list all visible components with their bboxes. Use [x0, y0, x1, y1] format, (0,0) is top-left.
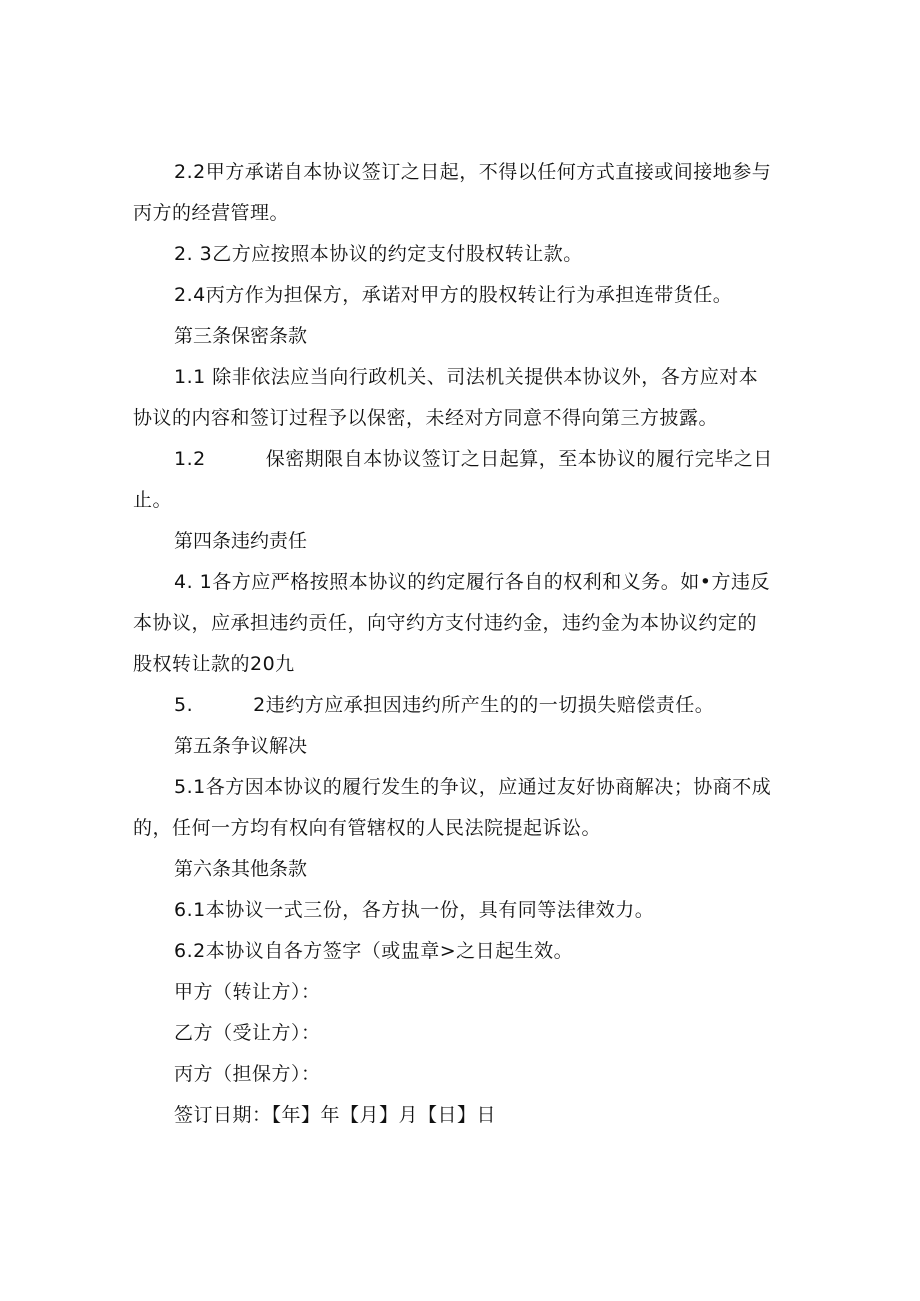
party-b-signature: 乙方（受让方）： — [174, 1022, 321, 1044]
clause-4-1-line-2: 本协议，应承担违约贡任，向守约方支付违约金，违约金为本协议约定的 — [133, 612, 758, 634]
article-6-heading: 第六条其他条款 — [174, 858, 308, 880]
document-body — [133, 152, 793, 1136]
clause-3-1-2-line-2: 止。 — [133, 489, 173, 511]
clause-2-3: 2. 3乙方应按照本协议的约定支付股权转让款。 — [174, 243, 583, 265]
clause-3-1-1-line-1: 1.1 除非依法应当向行政机关、司法机关提供本协议外，各方应对本 — [174, 366, 759, 388]
signing-date: 签订日期：【年】年【月】月【日】日 — [174, 1104, 497, 1126]
clause-3-1-1-line-2: 协议的内容和签订过程予以保密，未经对方同意不得向第三方披露。 — [133, 407, 719, 429]
clause-5-1-line-1: 5.1各方因本协议的履行发生的争议，应通过友好协商解决；协商不成 — [174, 776, 772, 798]
clause-5-1-line-2: 的，任何一方均有权向有管辖权的人民法院提起诉讼。 — [133, 817, 602, 839]
clause-4-1-line-3: 股权转让款的20九 — [133, 653, 295, 675]
clause-4-2 — [133, 685, 793, 726]
clause-4-1-line-1: 4. 1各方应严格按照本协议的约定履行各自的权利和义务。如•方违反 — [174, 571, 770, 593]
clause-4-2-text: 2违约方应承担因违约所产生的的一切损失赔偿责任。 — [253, 694, 715, 716]
clause-6-2: 6.2本协议自各方签字（或盅章>之日起生效。 — [174, 940, 574, 962]
article-5-heading: 第五条争议解决 — [174, 735, 308, 757]
article-4-heading: 第四条违约责任 — [174, 530, 308, 552]
clause-2-2-line-1: 2.2甲方承诺自本协议签订之日起，不得以任何方式直接或间接地参与 — [174, 161, 772, 183]
clause-3-1-2-text: 保密期限自本协议签订之日起算，至本协议的履行完毕之日 — [265, 448, 773, 470]
article-3-heading: 第三条保密条款 — [174, 325, 308, 347]
party-a-signature: 甲方（转让方）： — [174, 981, 321, 1003]
clause-2-4: 2.4丙方作为担保方，承诺对甲方的股权转让行为承担连带货任。 — [174, 284, 733, 306]
clause-2-2-line-2: 丙方的经营管理。 — [133, 202, 290, 224]
clause-3-1-2-number: 1.2 — [174, 448, 206, 470]
clause-4-2-number: 5. — [174, 694, 194, 716]
party-c-signature: 丙方（担保方）： — [174, 1063, 321, 1085]
clause-3-1-2-line-1 — [133, 439, 793, 480]
clause-6-1: 6.1本协议一式三份，各方执一份，具有同等法律效力。 — [174, 899, 655, 921]
